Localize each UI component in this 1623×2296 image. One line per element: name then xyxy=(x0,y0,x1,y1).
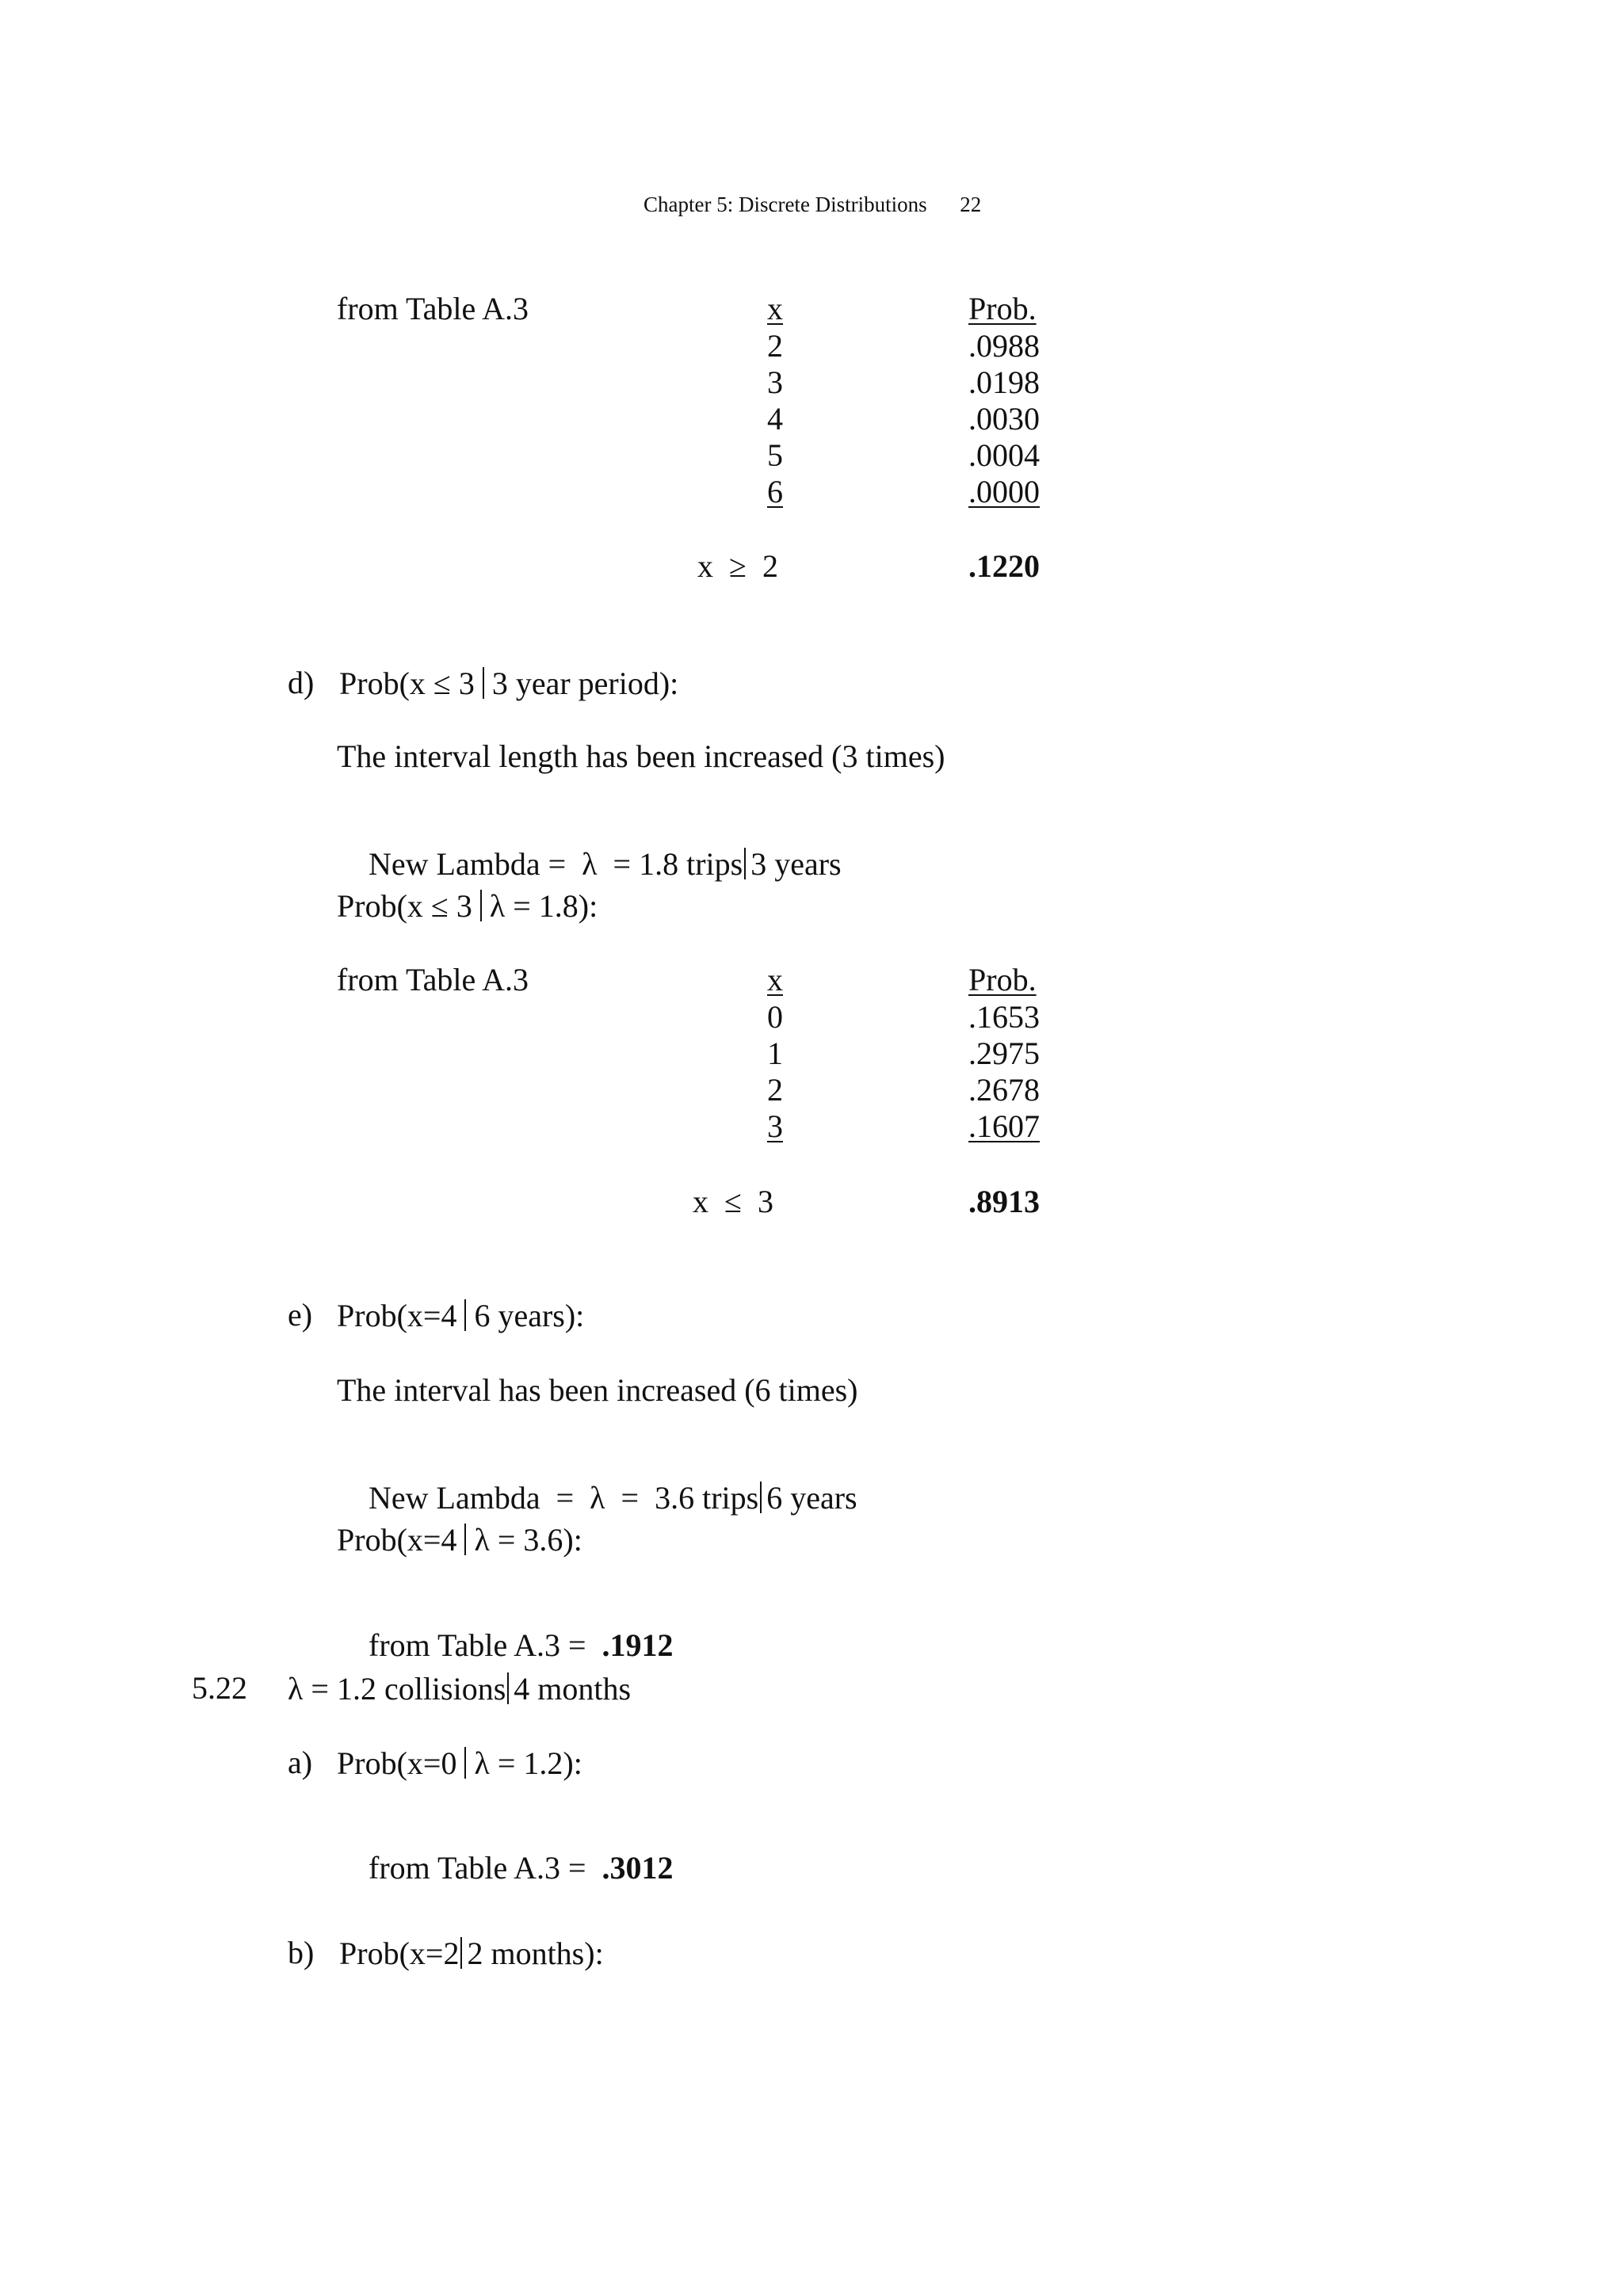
table1-col-x: x xyxy=(767,291,783,326)
part-e-result-value: .1912 xyxy=(601,1627,674,1663)
part-a-result-value: .3012 xyxy=(601,1850,674,1886)
table1-col-prob: Prob. xyxy=(968,291,1037,326)
table-row: 0 xyxy=(767,999,783,1035)
table2-prob-column xyxy=(968,1001,1040,1147)
table-row: 2 xyxy=(767,328,783,364)
table-row: 5 xyxy=(767,437,783,473)
table1-total-value: .1220 xyxy=(968,548,1040,584)
table2-col-x: x xyxy=(767,962,783,997)
given-bar xyxy=(744,848,746,879)
table-row: .1607 xyxy=(968,1108,1040,1144)
table-row: 6 xyxy=(767,474,783,509)
table2-x-column xyxy=(767,1001,783,1147)
given-bar xyxy=(460,1937,462,1969)
given-bar xyxy=(464,1524,466,1555)
page-number: 22 xyxy=(960,193,982,216)
part-d-new-lambda: New Lambda = λ = 1.8 trips 3 years xyxy=(369,846,842,882)
table1-total-label: x ≥ 2 xyxy=(697,548,778,584)
given-bar xyxy=(760,1482,762,1513)
table-row: .0000 xyxy=(968,474,1040,509)
given-bar xyxy=(464,1747,466,1779)
table-row: 2 xyxy=(767,1072,783,1108)
part-a-label: a) xyxy=(288,1745,313,1780)
table-row: .2975 xyxy=(968,1035,1040,1071)
table-row: 1 xyxy=(767,1035,783,1071)
given-bar xyxy=(464,1299,466,1331)
table2-col-prob: Prob. xyxy=(968,962,1037,997)
table-row: .1653 xyxy=(968,999,1040,1035)
table2-total-value: .8913 xyxy=(968,1184,1040,1219)
table-row: 3 xyxy=(767,1108,783,1144)
part-e-result: from Table A.3 = .1912 xyxy=(369,1627,674,1663)
part-b-prob: Prob(x=2 2 months): xyxy=(339,1936,604,1971)
table1-source: from Table A.3 xyxy=(337,291,529,326)
chapter-title: Chapter 5: Discrete Distributions xyxy=(643,193,927,216)
part-d-prob-lambda: Prob(x ≤ 3 λ = 1.8): xyxy=(337,888,598,924)
part-a-result: from Table A.3 = .3012 xyxy=(369,1850,674,1886)
running-header xyxy=(643,194,981,215)
given-bar xyxy=(480,890,482,921)
problem-number: 5.22 xyxy=(192,1670,247,1706)
part-e-label: e) xyxy=(288,1297,313,1333)
part-e-prob: Prob(x=4 6 years): xyxy=(337,1298,585,1333)
part-b-label: b) xyxy=(288,1935,315,1970)
table-row: .0988 xyxy=(968,328,1040,364)
given-bar xyxy=(483,667,484,699)
table-row: .2678 xyxy=(968,1072,1040,1108)
part-e-new-lambda: New Lambda = λ = 3.6 trips 6 years xyxy=(369,1480,857,1516)
part-e-prob-lambda: Prob(x=4 λ = 3.6): xyxy=(337,1522,582,1558)
part-e-interval-text: The interval has been increased (6 times) xyxy=(337,1372,858,1408)
part-d-interval-text: The interval length has been increased (3 times) xyxy=(337,738,945,774)
part-d-prob: Prob(x ≤ 3 3 year period): xyxy=(339,666,679,701)
table-row: .0198 xyxy=(968,364,1040,400)
part-a-prob: Prob(x=0 λ = 1.2): xyxy=(337,1745,582,1781)
table-row: .0030 xyxy=(968,401,1040,437)
given-bar xyxy=(507,1672,509,1704)
table-row: 3 xyxy=(767,364,783,400)
problem-522-lambda: λ = 1.2 collisions 4 months xyxy=(288,1671,632,1707)
table-row: 4 xyxy=(767,401,783,437)
table2-source: from Table A.3 xyxy=(337,962,529,997)
table-row: .0004 xyxy=(968,437,1040,473)
table1-prob-column xyxy=(968,330,1040,513)
part-d-label: d) xyxy=(288,665,315,700)
table1-x-column xyxy=(767,330,783,513)
table2-total-label: x ≤ 3 xyxy=(693,1184,773,1219)
